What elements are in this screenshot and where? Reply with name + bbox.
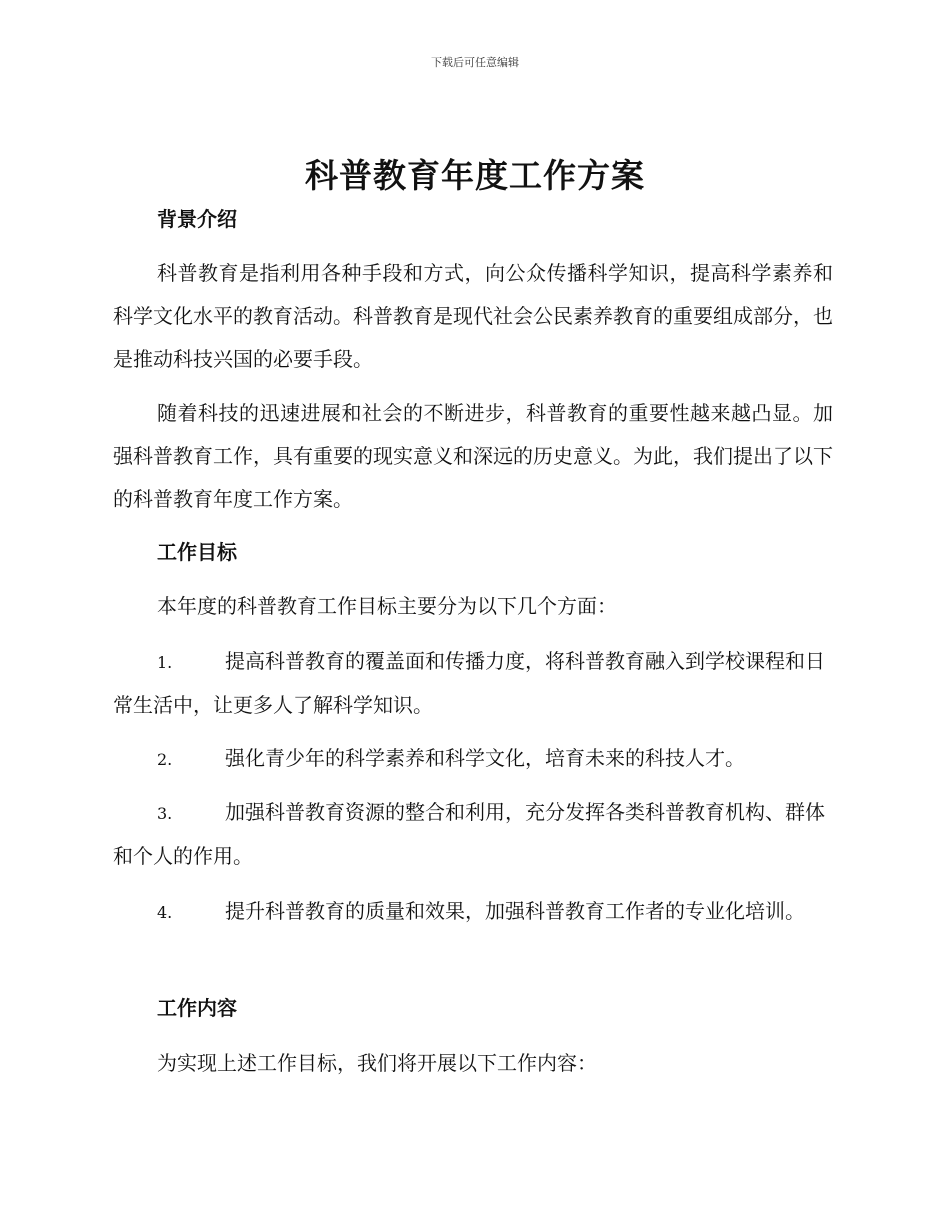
goal-item-2	[113, 737, 833, 781]
goal-item-4-number: 4.	[157, 903, 173, 922]
background-paragraph-1-text: 科普教育是指利用各种手段和方式，向公众传播科学知识，提高科学素养和科学文化水平的教育活动。科普教育是现代社会公民素养教育的重要组成部分，也是推动科技兴国的必要手段。	[113, 261, 833, 371]
goal-item-1	[113, 640, 833, 727]
goal-item-1-text: 提高科普教育的覆盖面和传播力度，将科普教育融入到学校课程和日常生活中，让更多人了解科学知识。	[113, 649, 825, 717]
goal-item-2-number: 2.	[157, 750, 173, 769]
content-intro-text: 为实现上述工作目标，我们将开展以下工作内容：	[157, 1051, 597, 1075]
goal-item-3-number: 3.	[157, 804, 173, 823]
goal-item-1-number: 1.	[157, 653, 173, 672]
goal-item-2-text: 强化青少年的科学素养和科学文化，培育未来的科技人才。	[225, 746, 745, 770]
section-heading-content	[113, 987, 833, 1030]
section-heading-goals	[113, 531, 833, 574]
goal-item-3-text: 加强科普教育资源的整合和利用，充分发挥各类科普教育机构、群体和个人的作用。	[113, 800, 825, 868]
background-paragraph-1	[113, 252, 833, 381]
content-heading: 工作内容	[157, 996, 237, 1020]
background-paragraph-2-text: 随着科技的迅速进展和社会的不断进步，科普教育的重要性越来越凸显。加强科普教育工作，具有重要的现实意义和深远的历史意义。为此，我们提出了以下的科普教育年度工作方案。	[113, 401, 833, 511]
goals-heading: 工作目标	[157, 540, 237, 564]
content-intro	[113, 1042, 833, 1085]
goals-intro	[113, 585, 833, 628]
goals-intro-text: 本年度的科普教育工作目标主要分为以下几个方面：	[157, 594, 617, 618]
section-heading-background	[113, 198, 833, 241]
page-header-caption: 下载后可任意编辑	[431, 56, 519, 69]
background-heading: 背景介绍	[157, 207, 237, 231]
goal-item-4	[113, 890, 833, 934]
background-paragraph-2	[113, 392, 833, 521]
document-title: 科普教育年度工作方案	[305, 156, 645, 195]
goal-item-4-text: 提升科普教育的质量和效果，加强科普教育工作者的专业化培训。	[225, 899, 805, 923]
goal-item-3	[113, 791, 833, 878]
